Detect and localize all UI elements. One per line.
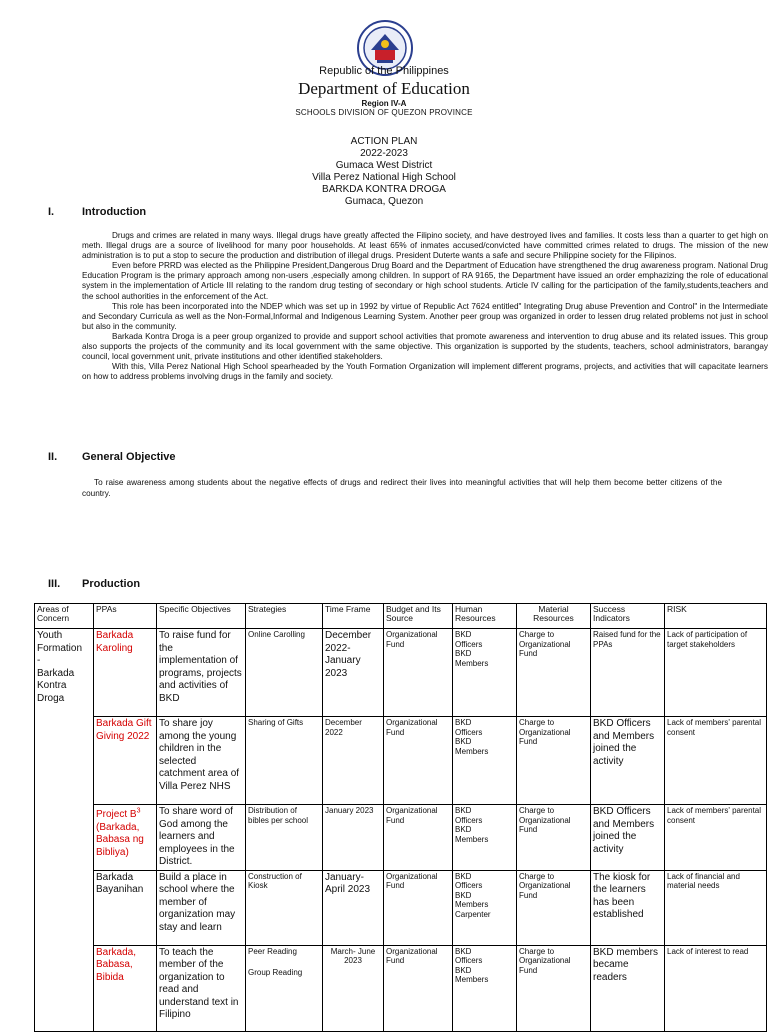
budget-cell: Organizational Fund	[384, 629, 453, 717]
timeframe-cell: March- June 2023	[323, 945, 384, 1031]
area-of-concern-cell	[35, 629, 94, 1032]
section-title: Production	[82, 578, 141, 590]
title-line: 2022-2023	[360, 148, 408, 159]
header-department: Department of Education	[298, 79, 470, 98]
column-header: Material Resources	[517, 604, 591, 629]
human-line: BKD	[455, 630, 472, 639]
indicator-cell: Raised fund for the PPAs	[591, 629, 665, 717]
title-line: BARKDA KONTRA DROGA	[322, 184, 446, 195]
timeframe-cell: December 2022	[323, 717, 384, 805]
column-header: Areas of Concern	[35, 604, 94, 629]
budget-cell: Organizational Fund	[384, 870, 453, 945]
column-header: Specific Objectives	[157, 604, 246, 629]
risk-cell: Lack of interest to read	[665, 945, 767, 1031]
table-row	[35, 945, 767, 1031]
header-region: Region IV-A	[361, 99, 407, 108]
intro-body	[82, 231, 768, 382]
intro-paragraph: This role has been incorporated into the NDEP which was set up in 1992 by virtue of Republic Act 7624 entitled" Integrating Drug abuse Prevention and Control" in the Intermediate and Secondary Curricula as well as the Non-Formal,Informal and Indigenous Learning System. Another peer group was organized in order to lessen drug related problems not just in school but also in the community.	[82, 301, 768, 331]
human-resources-cell	[453, 870, 517, 945]
human-line: BKD	[455, 825, 472, 834]
indicator-cell: BKD members became readers	[591, 945, 665, 1031]
area-line: Barkada Kontra Droga	[37, 667, 75, 704]
human-line: Officers	[455, 815, 483, 825]
timeframe-cell: January 2023	[323, 805, 384, 871]
intro-paragraph: Drugs and crimes are related in many ways. Illegal drugs have greatly affected the Filipino society, and have destroyed lives and families. It costs less than a quarter to get high on meth. Illegal drugs are a source of livelihood for many poor households. At least 65% of inmates accused/convicted have committed crimes related to drugs. The mission of the new administration is to put a stop to secure the production and distribution of illegal drugs. President Duterte wants a safe and secure Philippine society for the Filipinos.	[82, 231, 768, 261]
human-line: Members	[455, 900, 489, 909]
risk-cell: Lack of financial and material needs	[665, 870, 767, 945]
budget-cell: Organizational Fund	[384, 945, 453, 1031]
ppa-cell	[94, 805, 157, 871]
material-cell: Charge to Organizational Fund	[517, 717, 591, 805]
strategy-cell: Sharing of Gifts	[246, 717, 323, 805]
budget-cell: Organizational Fund	[384, 805, 453, 871]
timeframe-cell: January- April 2023	[323, 870, 384, 945]
strategy-cell: Distribution of bibles per school	[246, 805, 323, 871]
section-number: I.	[48, 206, 55, 218]
strategy-cell	[246, 945, 323, 1031]
column-header: Success Indicators	[591, 604, 665, 629]
table-row	[35, 717, 767, 805]
section-title: Introduction	[82, 206, 147, 218]
indicator-cell: BKD Officers and Members joined the activity	[591, 717, 665, 805]
column-header: Budget and Its Source	[384, 604, 453, 629]
title-line: Villa Perez National High School	[312, 172, 456, 183]
risk-cell: Lack of members' parental consent	[665, 717, 767, 805]
section-number: II.	[48, 451, 58, 463]
ppa-cell: Barkada, Babasa, Bibida	[94, 945, 157, 1031]
header-republic: Republic of the Philippines	[319, 65, 449, 77]
section-title: General Objective	[82, 451, 176, 463]
column-header: Time Frame	[323, 604, 384, 629]
material-cell: Charge to Organizational Fund	[517, 945, 591, 1031]
strategy-cell: Construction of Kiosk	[246, 870, 323, 945]
objective-body: To raise awareness among students about the negative effects of drugs and redirect their lives into meaningful activities that will help them become better citizens of the country.	[82, 478, 722, 498]
material-cell: Charge to Organizational Fund	[517, 805, 591, 871]
production-table	[34, 603, 767, 1032]
objective-cell: To share joy among the young children in the selected catchment area of Villa Perez NHS	[157, 717, 246, 805]
human-line: BKD	[455, 946, 472, 956]
strategy-line: Group Reading	[248, 968, 303, 977]
objective-cell: To raise fund for the implementation of programs, projects and activities of BKD	[157, 629, 246, 717]
section-number: III.	[48, 578, 61, 590]
risk-cell: Lack of participation of target stakeholders	[665, 629, 767, 717]
column-header: Strategies	[246, 604, 323, 629]
human-line: BKD	[455, 737, 472, 746]
human-line: Members	[455, 834, 489, 844]
title-line: Gumaca West District	[335, 160, 433, 171]
title-line: Gumaca, Quezon	[344, 196, 424, 207]
material-cell: Charge to Organizational Fund	[517, 870, 591, 945]
human-resources-cell	[453, 805, 517, 871]
human-line: BKD	[455, 649, 472, 658]
material-cell: Charge to Organizational Fund	[517, 629, 591, 717]
table-row	[35, 629, 767, 717]
human-line: BKD	[455, 890, 472, 900]
column-header: Human Resources	[453, 604, 517, 629]
human-line: BKD	[455, 718, 472, 727]
human-resources-cell	[453, 945, 517, 1031]
ppa-cell: Barkada Bayanihan	[94, 870, 157, 945]
intro-paragraph: Barkada Kontra Droga is a peer group organized to provide and support school activities that promote awareness and intervention to drug abuse and its related issues. This group also supports the projects of the community and its local government with the same objective. This organization is supported by the students, teachers, school administrators, barangay council, local government unit, private institutions and other identified stakeholders.	[82, 331, 768, 362]
human-line: Carpenter	[455, 909, 491, 919]
title-block	[0, 136, 768, 208]
human-line: Officers	[455, 881, 483, 890]
timeframe-cell: December 2022- January 2023	[323, 629, 384, 717]
human-line: Officers	[455, 727, 483, 737]
budget-cell: Organizational Fund	[384, 717, 453, 805]
human-line: BKD	[455, 806, 472, 815]
human-line: BKD	[455, 965, 472, 975]
intro-paragraph: With this, Villa Perez National High School spearheaded by the Youth Formation Organization will implement different programs, projects, and activities that will capacitate learners on how to address problems involving drugs in the family and society.	[82, 362, 768, 382]
human-line: Members	[455, 746, 489, 756]
objective-cell: To share word of God among the learners and employees in the District.	[157, 805, 246, 871]
objective-cell: Build a place in school where the member of organization may stay and learn	[157, 870, 246, 945]
indicator-cell: BKD Officers and Members joined the activity	[591, 805, 665, 871]
area-line: -	[37, 655, 41, 666]
indicator-cell: The kiosk for the learners has been established	[591, 870, 665, 945]
ppa-main: Project B	[96, 809, 137, 821]
human-line: BKD	[455, 871, 472, 881]
intro-paragraph: Even before PRRD was elected as the Philippine President,Dangerous Drug Board and the Department of Education have strengthened the drug awareness program. National Drug Education Program is the primary approach among non-users ,especially among children. In support of RA 9165, the Department have issued an order emphazizing the role of educational system in the implementation of Article III relating to the random drug testing of secondary or high school students. Article IV calling for the participation of the family,students,teachers and the school authorities in the enforcement of the Act.	[82, 261, 768, 301]
title-line: ACTION PLAN	[350, 136, 418, 147]
human-resources-cell	[453, 629, 517, 717]
human-line: Members	[455, 658, 489, 668]
ppa-cell: Barkada Gift Giving 2022	[94, 717, 157, 805]
strategy-cell: Online Carolling	[246, 629, 323, 717]
area-line: Youth Formation	[37, 630, 83, 654]
ppa-subtitle: (Barkada, Babasa ng Bibliya)	[96, 821, 144, 858]
human-line: Officers	[455, 956, 483, 965]
table-header-row	[35, 604, 767, 629]
human-line: Members	[455, 975, 489, 984]
table-row	[35, 805, 767, 871]
column-header: PPAs	[94, 604, 157, 629]
table-row	[35, 870, 767, 945]
strategy-line: Peer Reading	[248, 946, 297, 956]
human-line: Officers	[455, 639, 483, 649]
ppa-sup: 3	[136, 808, 141, 815]
ppa-cell: Barkada Karoling	[94, 629, 157, 717]
risk-cell: Lack of members' parental consent	[665, 805, 767, 871]
objective-cell: To teach the member of the organization to read and understand text in Filipino	[157, 945, 246, 1031]
header-division: SCHOOLS DIVISION OF QUEZON PROVINCE	[295, 108, 473, 117]
column-header: RISK	[665, 604, 767, 629]
human-resources-cell	[453, 717, 517, 805]
ppa-label	[96, 809, 140, 820]
